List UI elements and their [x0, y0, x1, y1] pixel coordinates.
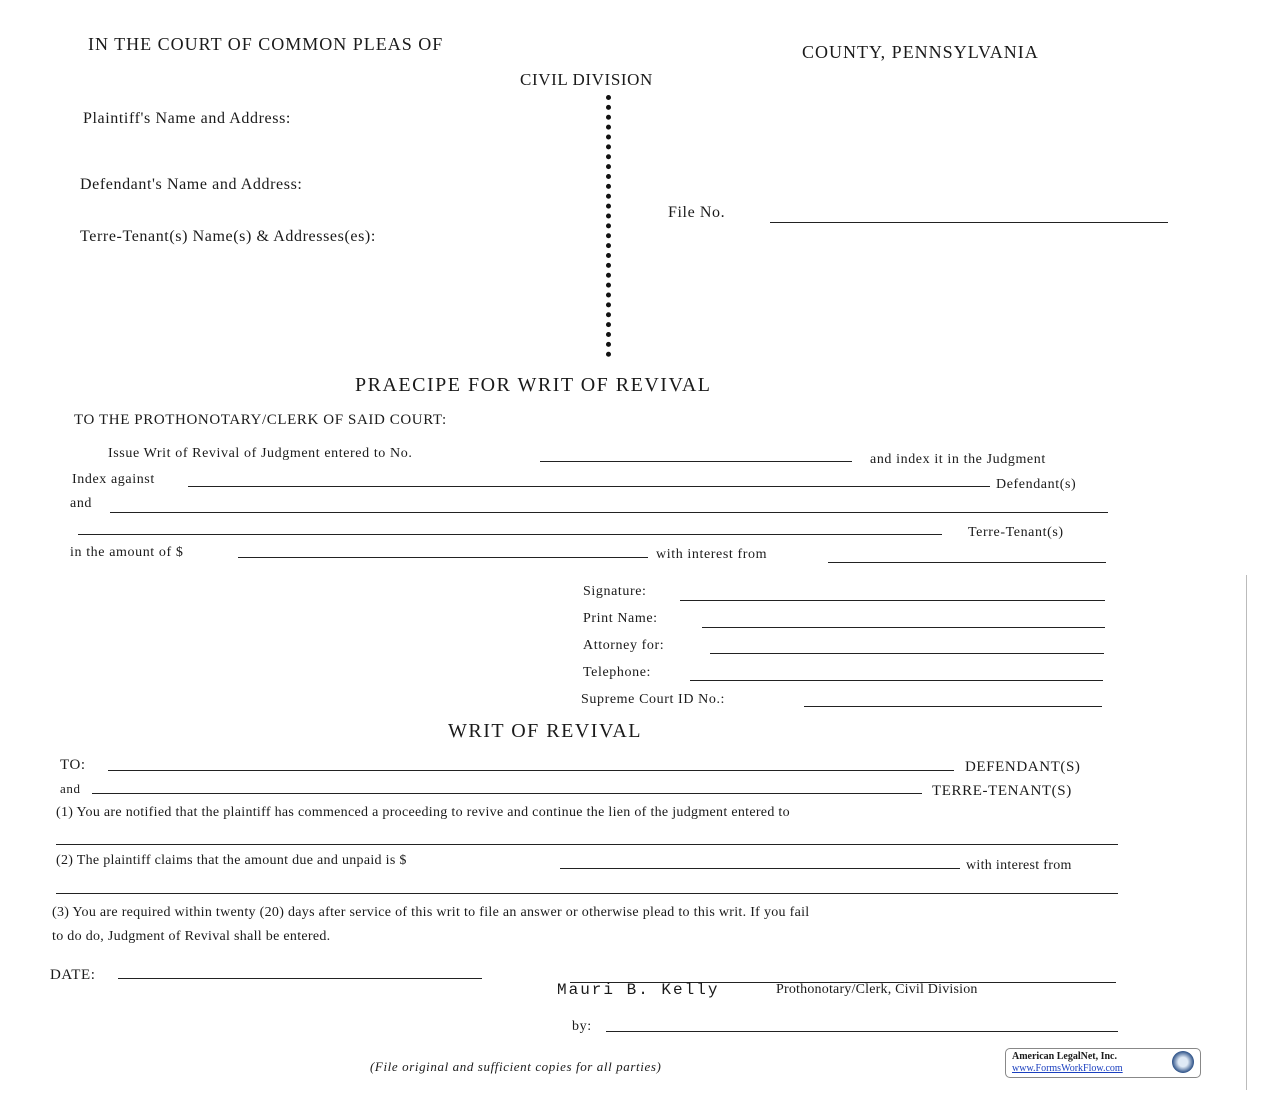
judgment-no-field[interactable]	[540, 461, 852, 462]
terre-tenant-label: Terre-Tenant(s) Name(s) & Addresses(es):	[80, 228, 376, 245]
date-field[interactable]	[118, 978, 482, 979]
issue-label: Issue Writ of Revival of Judgment entered to No.	[108, 446, 413, 461]
badge-url[interactable]: www.FormsWorkFlow.com	[1012, 1063, 1123, 1074]
court-heading: IN THE COURT OF COMMON PLEAS OF	[88, 34, 444, 54]
file-no-field[interactable]	[770, 222, 1168, 223]
writ-defendants-field[interactable]	[108, 770, 954, 771]
file-no-label: File No.	[668, 204, 726, 221]
praecipe-to: TO THE PROTHONOTARY/CLERK OF SAID COURT:	[74, 412, 447, 428]
interest-from-field[interactable]	[828, 562, 1106, 563]
supreme-id-label: Supreme Court ID No.:	[581, 692, 726, 707]
globe-logo-icon	[1172, 1051, 1194, 1073]
terre-tenants-field[interactable]	[78, 534, 942, 535]
paragraph-1: (1) You are notified that the plaintiff has commenced a proceeding to revive and continue the lien of the judgment entered to	[56, 805, 790, 820]
scan-edge	[1246, 575, 1247, 1090]
attorney-for-field[interactable]	[710, 653, 1104, 654]
by-field[interactable]	[606, 1031, 1118, 1032]
terre-tenants-label: Terre-Tenant(s)	[968, 525, 1064, 540]
footer-note: (File original and sufficient copies for all parties)	[370, 1059, 662, 1074]
by-label: by:	[572, 1019, 592, 1034]
defendant-label: Defendant's Name and Address:	[80, 176, 303, 193]
signature-field[interactable]	[680, 600, 1105, 601]
interest-label: with interest from	[656, 547, 768, 562]
paragraph-3-cont: to do do, Judgment of Revival shall be entered.	[52, 929, 331, 944]
paragraph-2: (2) The plaintiff claims that the amount due and unpaid is $	[56, 853, 407, 868]
date-label: DATE:	[50, 967, 96, 983]
index-against-label: Index against	[72, 472, 155, 487]
and-field[interactable]	[110, 512, 1108, 513]
writ-interest-label: with interest from	[966, 858, 1072, 873]
print-name-label: Print Name:	[583, 611, 658, 626]
defendants-label: Defendant(s)	[996, 477, 1077, 492]
praecipe-title: PRAECIPE FOR WRIT OF REVIVAL	[355, 374, 712, 396]
writ-to-label: TO:	[60, 757, 86, 773]
supreme-id-field[interactable]	[804, 706, 1102, 707]
caption-divider	[606, 95, 611, 357]
badge-company: American LegalNet, Inc.	[1012, 1051, 1117, 1062]
clerk-name: Mauri B. Kelly	[557, 981, 720, 999]
writ-terre-tenants-field[interactable]	[92, 793, 922, 794]
county-heading: COUNTY, PENNSYLVANIA	[802, 42, 1039, 62]
signature-label: Signature:	[583, 584, 647, 599]
telephone-field[interactable]	[690, 680, 1103, 681]
attorney-for-label: Attorney for:	[583, 638, 665, 653]
writ-interest-from-field[interactable]	[56, 893, 1118, 894]
writ-and-label: and	[60, 781, 81, 796]
amount-due-field[interactable]	[560, 868, 960, 869]
writ-title: WRIT OF REVIVAL	[448, 720, 642, 742]
amount-label: in the amount of $	[70, 545, 184, 560]
print-name-field[interactable]	[702, 627, 1105, 628]
writ-defendants-label: DEFENDANT(S)	[965, 759, 1081, 775]
clerk-title: Prothonotary/Clerk, Civil Division	[776, 982, 978, 997]
division-heading: CIVIL DIVISION	[520, 70, 653, 89]
amount-field[interactable]	[238, 557, 648, 558]
and-label: and	[70, 496, 93, 511]
writ-terre-tenants-label: TERRE-TENANT(S)	[932, 783, 1072, 799]
legalnet-badge[interactable]	[1005, 1048, 1201, 1078]
paragraph-3: (3) You are required within twenty (20) days after service of this writ to file an answer or otherwise plead to this writ. If you fail	[52, 905, 810, 920]
index-against-field[interactable]	[188, 486, 990, 487]
judgment-entered-to-field[interactable]	[56, 844, 1118, 845]
telephone-label: Telephone:	[583, 665, 651, 680]
index-it-label: and index it in the Judgment	[870, 452, 1046, 467]
plaintiff-label: Plaintiff's Name and Address:	[83, 110, 291, 127]
